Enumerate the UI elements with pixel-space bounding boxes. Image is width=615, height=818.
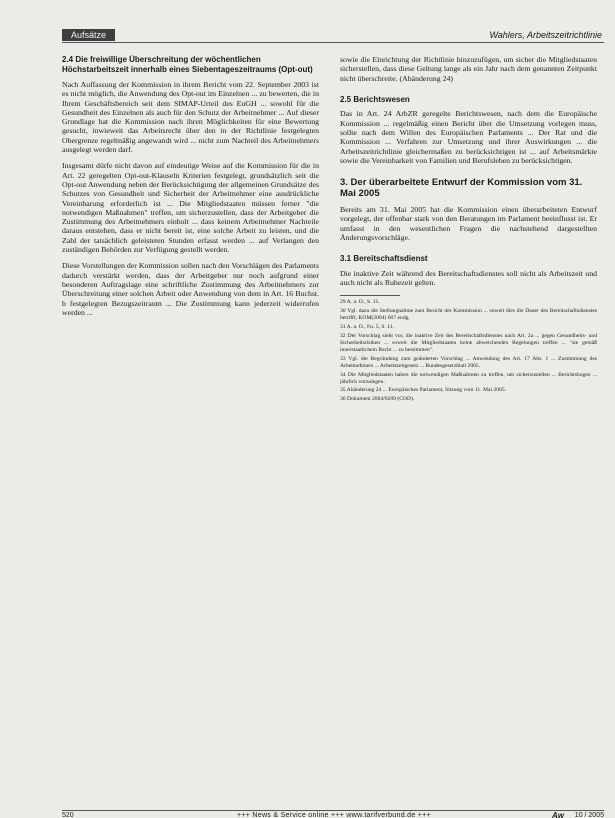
paragraph: Das in Art. 24 ArbZR geregelte Berichtswesen, nach dem die Europäische Kommission ... regelmäßig einen Bericht über die Umsetzung vorlegen muss, sollte nach dem Willen des Europäischen Parlaments ... Der Rat und die Kommission ... Verfahren zur Umsetzung und ihrer Auswirkungen ... die Arbeitszeitrichtlinie gleichermaßen zu berücksichtigen ist ... auf Arbeitsmärkte sowie die Vereinbarkeit von Familien und Berufsleben zu berücksichtigen. [340, 109, 597, 165]
paragraph: Nach Auffassung der Kommission in ihrem Bericht vom 22. September 2003 ist es nicht möglich, die Anwendung des Opt-out im Einzelnen ... zu bewerten, die in Ihrem Geschäftsbereich seit dem SIMAP-Urteil des EuGH ... sowohl für die Gesundheit des Einzelnen als auch für den Schutz der Arbeitnehmer ... Auf dieser Grundlage hat die Kommission nach ihren Möglichkeiten für eine Bewertung gesucht, inwieweit das Arbeitsrecht über den in der Richtlinie festgelegten Obergrenze regelmäßig angewandt wird ... nicht zum Nachteil des Arbeitnehmers ausgelegt werden darf. [62, 80, 319, 155]
heading-3: 3. Der überarbeitete Entwurf der Kommission vom 31. Mai 2005 [340, 177, 583, 200]
left-column [62, 55, 319, 815]
footnote: 30 Vgl. dazu die Stellungnahme zum Bericht der Kommission ... soweit dies die Dauer des Bereitschaftsdienstes betrifft; KOM(2004) 607 endg. [340, 308, 597, 322]
issue-number: 10 / 2005 [574, 812, 604, 818]
footnote: 35 Abänderung 24 ... Europäisches Parlament, Sitzung vom 11. Mai 2005. [340, 387, 507, 394]
right-column [340, 55, 597, 800]
heading-2-4: 2.4 Die freiwillige Überschreitung der wöchentlichen Höchstarbeitszeit innerhalb eines Siebentageszeitraums (Opt-out) [62, 55, 313, 74]
section-tag: Aufsätze [62, 29, 115, 41]
page-header [62, 29, 604, 43]
footnote: 34 Die Mitgliedstaaten haben die notwendigen Maßnahmen zu treffen, um sicherzustellen ... Berichtsbogen ... jährlich vorzulegen. [340, 371, 597, 385]
running-title: Wahlers, Arbeitszeitrichtlinie [489, 30, 602, 40]
footnote: 36 Dokument 2004/0209 (COD). [340, 396, 415, 403]
paragraph: Die inaktive Zeit während des Bereitschaftsdienstes soll nicht als Arbeitszeit und auch nicht als Ruhezeit gelten. [340, 268, 597, 288]
footnote-rule [340, 295, 400, 296]
paragraph: Bereits am 31. Mai 2005 hat die Kommission einen überarbeiteten Entwurf vorgelegt, der offenbar stark von den Beratungen im Parlament beeinflusst ist. Er umfasst in den wesentlichen Fragen die nachstehend dargestellten Änderungsvorschläge. [340, 205, 597, 243]
footnote: 29 A. a. O., S. 11. [340, 299, 380, 306]
paragraph: Insgesamt dürfe nicht davon auf eindeutige Weise auf die Kommission für die in Art. 22 geregelten Opt-out-Klauseln Kriterien festgelegt, grundsätzlich seit die Opt-out Anwendung neben der Berücksichtigung der allgemeinen Grundsätze des Schutzes von Gesundheit und Sicherheit der Arbeitnehmer eine ausdrückliche Vereinbarung erforderlich ist ... Die Mitgliedstaaten müssen ferner "die notwendigen Maßnahmen" treffen, um sicherzustellen, dass der Arbeitgeber die Zustimmung des Arbeitnehmers einholt ... dass keinem Arbeitnehmer Nachteile daraus entstehen, dass er nicht bereit ist, eine solche Arbeit zu leisten, und die Zahl der tatsächlich geleisteten Stunden erfasst werden ... auf Verlangen den zuständigen Behörden zur Verfügung gestellt werden. [62, 161, 319, 255]
paragraph: sowie die Einrichtung der Richtlinie hinzuzufügen, um sicher die Mitgliedstaaten sicherstellen, dass diese Geltung lange als ein Jahr nach dem genannten Zeitpunkt nicht überschreite. (Abänderung 24) [340, 55, 597, 83]
footnote: 31 A. a. O., Fn. 5, S. 11. [340, 324, 395, 331]
footer-banner: +++ News & Service online +++ www.tarifverbund.de +++ [237, 812, 431, 818]
heading-3-1: 3.1 Bereitschaftsdienst [340, 254, 428, 264]
page-footer [62, 810, 604, 818]
page-number: 520 [62, 812, 74, 818]
heading-2-5: 2.5 Berichtswesen [340, 94, 410, 104]
paragraph: Diese Vorstellungen der Kommission sollen nach den Vorschlägen des Parlaments dadurch verstärkt werden, dass der Arbeitgeber nur noch aufgrund einer besonderen Auftragslage eine schriftliche Zustimmung des Arbeitnehmers zur Überschreitung einer solchen Arbeit oder Anwendung von dem in Art. 16 Buchst. b festgelegten Bezugszeitraum ... Die Zustimmung kann jederzeit widerrufen werden ... [62, 261, 319, 317]
footnote: 32 Der Vorschlag sieht vor, die inaktive Zeit des Bereitschaftsdienstes nach Art. 2a ... gegen Gesundheits- und Sicherheitsrisiken ... soweit die Mitgliedstaaten keine abweichenden Regelungen treffen ... "sie gemäß innerstaatlichem Recht ... zu bestimmen". [340, 333, 597, 353]
footnote: 33 Vgl. die Begründung zum geänderten Vorschlag ... Anwendung des Art. 17 Abs. 1 ... Zustimmung des Arbeitnehmers ... Arbeitszeitgesetz ... Bundesgesetzblatt 2005. [340, 355, 597, 369]
journal-logo: Aw [552, 811, 564, 818]
